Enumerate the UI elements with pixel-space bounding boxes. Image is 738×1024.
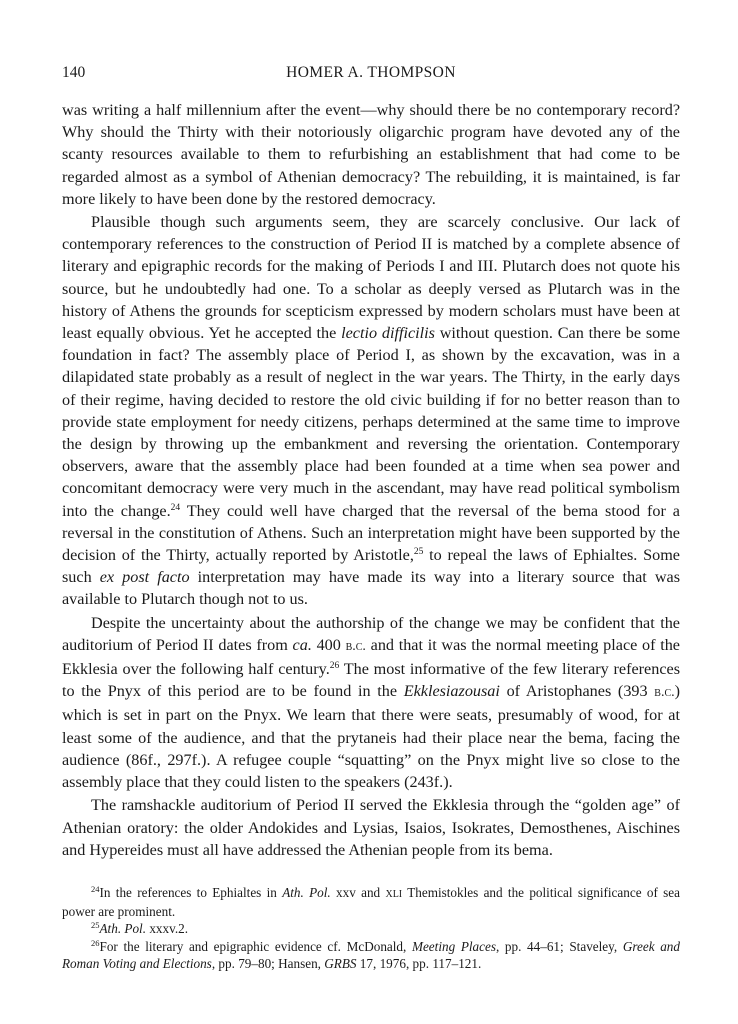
circa-abbrev: ca. <box>292 635 312 654</box>
paragraph-3-text-c: and that it was the normal meeting place of the Ekklesia over the following half century. <box>62 635 680 679</box>
footnote-26-text-a: For the literary and epigraphic evidence cf. McDonald, <box>99 938 412 954</box>
body-text <box>62 99 680 861</box>
bc-abbrev: b.c. <box>345 638 366 654</box>
page-number: 140 <box>62 64 86 81</box>
footnote-24 <box>62 884 680 920</box>
footnote-ref-25: 25 <box>413 547 424 558</box>
lectio-difficilis-term: lectio difficilis <box>341 324 435 343</box>
paragraph-2 <box>62 211 680 611</box>
paragraph-3-text-e: of Aristophanes (393 <box>499 682 655 701</box>
footnote-26-text-d: 17, 1976, pp. 117–121. <box>356 956 482 972</box>
paragraph-1: was writing a half millennium after the event—why should there be no contemporary record? Why should the Thirty with their notoriously oligarchic program have devoted any of the scanty resources available to them to refurbishing an establishment that had come to be regarded almost as a symbol of Athenian democracy? The rebuilding, it is maintained, is far more likely to have been done by the restored democracy. <box>62 101 680 208</box>
footnote-mark-25: 25 <box>91 920 100 931</box>
running-head: HOMER A. THOMPSON <box>286 64 456 81</box>
paragraph-3-text-d: The most informative of the few literary references to the Pnyx of this period are to be found in the <box>62 660 680 701</box>
paragraph-3-text-f: ) which is set in part on the Pnyx. We learn that there were seats, presumably of wood, for at least some of the audience, and that the prytaneis had their place near the bema, facing the audience (86f., 297f.). A refugee couple “squatting” on the Pnyx might live so close to the assembly place that they could listen to the speakers (243f.). <box>62 682 681 792</box>
footnote-26 <box>62 938 680 973</box>
paragraph-4: The ramshackle auditorium of Period II served the Ekklesia through the “golden age” of Athenian oratory: the older Andokides and Lysias, Isaios, Isokrates, Demosthenes, Aischines and Hypereides must all have addressed the Athenian people from its bema. <box>62 796 680 859</box>
footnote-24-text-a: In the references to Ephialtes in <box>99 885 283 900</box>
footnote-ref-26: 26 <box>329 661 340 672</box>
footnote-25 <box>62 920 680 938</box>
bc-abbrev: b.c. <box>654 685 675 701</box>
footnote-24-text-c: Themistokles and the political significance of sea power are prominent. <box>62 885 680 919</box>
footnote-26-text-c: , pp. 79–80; Hansen, <box>211 956 325 972</box>
greek-roman-voting-title: Greek and Roman Voting and Elections <box>62 938 680 972</box>
paragraph-2-text-b: without question. Can there be some foundation in fact? The assembly place of Period I, as shown by the excavation, was in a dilapidated state probably as a result of neglect in the war years. The Thirty, in the early days of their regime, having decided to restore the old civic building if for no better reason than to provide state employment for needy citizens, perhaps determined at the same time to improve the design by throwing up the embankment and reversing the orientation. Contemporary observers, aware that the assembly place had been founded at a time when sea power and concomitant democracy were very much in the ascendant, may have read political symbolism into the change. <box>62 324 681 520</box>
page-header <box>62 64 680 88</box>
roman-numeral-xli: xli <box>385 886 403 901</box>
paragraph-2-text-e: interpretation may have made its way into a literary source that was available to Plutarch though not to us. <box>62 568 680 609</box>
footnote-25-text-a: xxxv.2. <box>146 921 189 937</box>
ath-pol-citation: Ath. Pol. <box>99 921 147 937</box>
footnote-mark-24: 24 <box>91 884 100 894</box>
footnotes <box>62 884 680 973</box>
ekklesiazousai-title: Ekklesiazousai <box>403 682 500 701</box>
grbs-journal: GRBS <box>324 956 357 972</box>
paragraph-2-text-d: to repeal the laws of Ephialtes. Some such <box>62 546 680 587</box>
footnote-24-text-b: xxv and <box>330 885 386 900</box>
paragraph-2-text-a: Plausible though such arguments seem, they are scarcely conclusive. Our lack of contemporary references to the construction of Period II is matched by a complete absence of literary and epigraphic records for the making of Periods I and III. Plutarch does not quote his source, but he undoubtedly had one. To a scholar as deeply versed as Plutarch was in the history of Athens the grounds for scepticism expressed by modern scholars must have been at least equally obvious. Yet he accepted the <box>62 213 680 343</box>
ex-post-facto-term: ex post facto <box>99 568 190 587</box>
ath-pol-citation: Ath. Pol. <box>282 885 331 900</box>
footnote-26-text-b: , pp. 44–61; Staveley, <box>495 938 623 954</box>
paragraph-3-text-b: 400 <box>311 635 346 654</box>
footnote-mark-26: 26 <box>91 937 100 948</box>
meeting-places-title: Meeting Places <box>411 938 496 954</box>
paragraph-2-text-c: They could well have charged that the reversal of the bema stood for a reversal in the constitution of Athens. Such an interpretation might have been supported by the decision of the Thirty, actually reported by Aristotle, <box>62 501 680 565</box>
paragraph-3 <box>62 612 680 794</box>
paragraph-3-text-a: Despite the uncertainty about the authorship of the change we may be confident that the auditorium of Period II dates from <box>62 613 680 654</box>
footnote-ref-24: 24 <box>170 502 181 513</box>
